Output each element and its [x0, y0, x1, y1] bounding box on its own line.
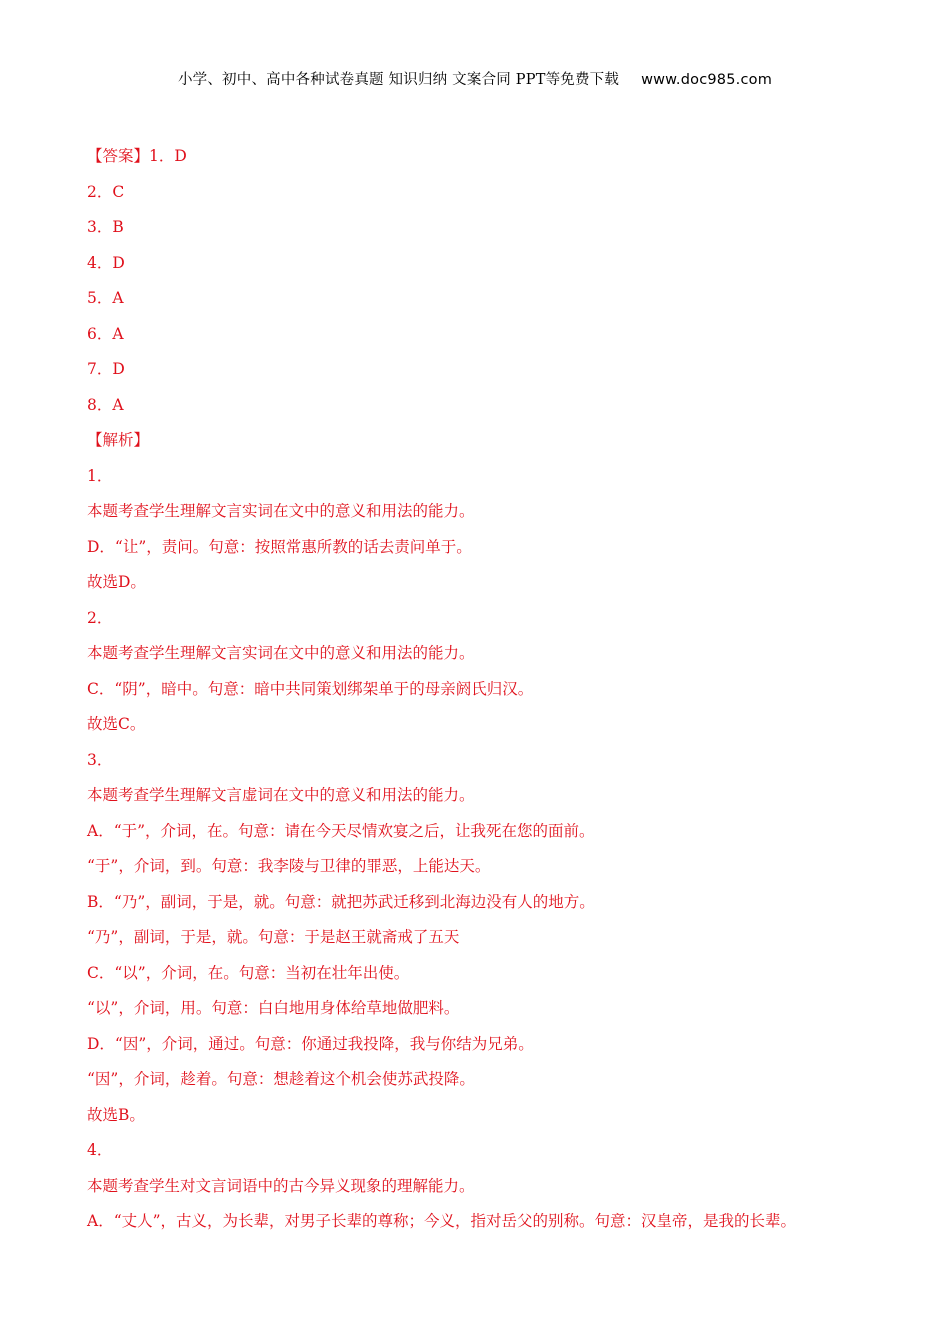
- analysis-q3-conclusion: 故选B。: [87, 1105, 145, 1124]
- analysis-q4-number: 4．: [87, 1141, 113, 1159]
- analysis-q1-number: 1．: [87, 466, 113, 485]
- answer-line-5: 5．A: [87, 289, 124, 307]
- analysis-heading: 【解析】: [87, 431, 150, 449]
- analysis-q3-option-c1: C．“以”，介词，在。句意：当初在壮年出使。: [87, 963, 410, 982]
- header-site: www.doc985.com: [641, 72, 773, 88]
- analysis-q3-number: 3．: [87, 750, 113, 769]
- page-header: [0, 68, 950, 89]
- analysis-q3-option-b1: B．“乃”，副词，于是，就。句意：就把苏武迁移到北海边没有人的地方。: [87, 892, 595, 911]
- answer-line-7: 7．D: [87, 360, 125, 378]
- analysis-q3-option-a2: “于”，介词，到。句意：我李陵与卫律的罪恶，上能达天。: [87, 857, 491, 875]
- answer-line-4: 4．D: [87, 253, 125, 272]
- answer-line-6: 6．A: [87, 324, 124, 343]
- analysis-q3-option-a1: A．“于”，介词，在。句意：请在今天尽情欢宴之后，让我死在您的面前。: [87, 821, 595, 840]
- analysis-q3-option-d1: D．“因”，介词，通过。句意：你通过我投降，我与你结为兄弟。: [87, 1034, 534, 1053]
- analysis-q1-conclusion: 故选D。: [87, 573, 146, 591]
- answer-line-8: 8．A: [87, 395, 124, 414]
- answer-content: [87, 144, 887, 1245]
- answer-line-1: 【答案】1．D: [87, 147, 187, 165]
- analysis-q4-intro: 本题考查学生对文言词语中的古今异义现象的理解能力。: [87, 1176, 475, 1195]
- answer-line-3: 3．B: [87, 218, 124, 236]
- analysis-q1-option-d: D．“让”，责问。句意：按照常惠所教的话去责问单于。: [87, 537, 472, 556]
- analysis-q3-option-c2: “以”，介词，用。句意：白白地用身体给草地做肥料。: [87, 999, 460, 1017]
- analysis-q1-intro: 本题考查学生理解文言实词在文中的意义和用法的能力。: [87, 502, 475, 520]
- analysis-q3-option-b2: “乃”，副词，于是，就。句意：于是赵王就斋戒了五天: [87, 928, 460, 946]
- header-text: 小学、初中、高中各种试卷真题 知识归纳 文案合同 PPT等免费下载: [177, 72, 620, 88]
- analysis-q2-conclusion: 故选C。: [87, 715, 146, 733]
- analysis-q4-option-a: A．“丈人”，古义，为长辈，对男子长辈的尊称；今义，指对岳父的别称。句意：汉皇帝，是我的长辈。: [87, 1212, 797, 1230]
- analysis-q2-number: 2．: [87, 608, 113, 627]
- analysis-q3-intro: 本题考查学生理解文言虚词在文中的意义和用法的能力。: [87, 786, 475, 804]
- analysis-q2-option-c: C．“阴”，暗中。句意：暗中共同策划绑架单于的母亲阏氏归汉。: [87, 679, 534, 698]
- analysis-q3-option-d2: “因”，介词，趁着。句意：想趁着这个机会使苏武投降。: [87, 1070, 475, 1088]
- answer-line-2: 2．C: [87, 182, 125, 201]
- analysis-q2-intro: 本题考查学生理解文言实词在文中的意义和用法的能力。: [87, 644, 475, 662]
